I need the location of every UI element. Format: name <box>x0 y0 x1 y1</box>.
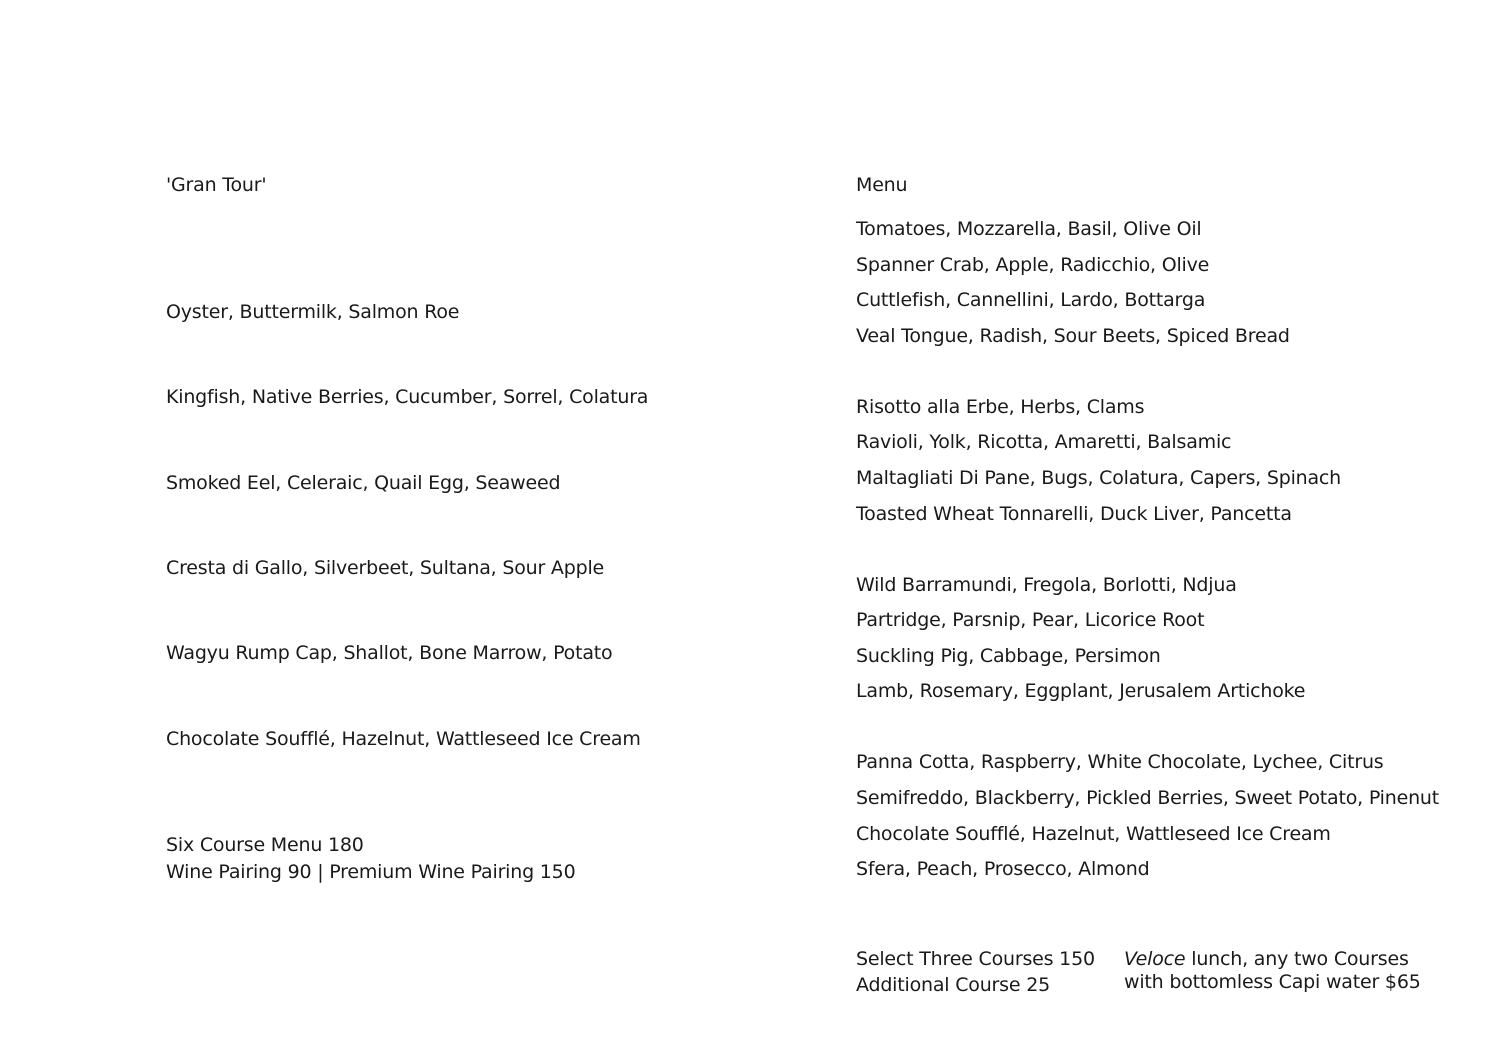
gran-tour-title: 'Gran Tour' <box>166 174 267 196</box>
additional-course-price: Additional Course 25 <box>856 974 1050 996</box>
menu-item: Toasted Wheat Tonnarelli, Duck Liver, Pancetta <box>856 503 1292 525</box>
tasting-course-5: Wagyu Rump Cap, Shallot, Bone Marrow, Potato <box>166 642 613 664</box>
menu-item: Semifreddo, Blackberry, Pickled Berries, Sweet Potato, Pinenut <box>856 787 1440 809</box>
menu-title: Menu <box>856 174 908 196</box>
select-courses-price: Select Three Courses 150 <box>856 948 1095 970</box>
menu-item: Lamb, Rosemary, Eggplant, Jerusalem Artichoke <box>856 680 1306 702</box>
tasting-menu-price: Six Course Menu 180 <box>166 834 364 856</box>
tasting-course-4: Cresta di Gallo, Silverbeet, Sultana, Sour Apple <box>166 557 605 579</box>
menu-item: Maltagliati Di Pane, Bugs, Colatura, Capers, Spinach <box>856 467 1342 489</box>
menu-item: Wild Barramundi, Fregola, Borlotti, Ndjua <box>856 574 1237 596</box>
menu-item: Sfera, Peach, Prosecco, Almond <box>856 858 1150 880</box>
lunch-note-text: lunch, any two Courses <box>1185 948 1409 970</box>
menu-item: Chocolate Soufflé, Hazelnut, Wattleseed Ice Cream <box>856 823 1331 845</box>
menu-item: Veal Tongue, Radish, Sour Beets, Spiced Bread <box>856 325 1290 347</box>
tasting-course-2: Kingfish, Native Berries, Cucumber, Sorrel, Colatura <box>166 386 649 408</box>
wine-pairing-price: Wine Pairing 90 | Premium Wine Pairing 150 <box>166 861 576 883</box>
lunch-note-line1 <box>1124 948 1409 970</box>
tasting-course-6: Chocolate Soufflé, Hazelnut, Wattleseed Ice Cream <box>166 728 641 750</box>
menu-item: Tomatoes, Mozzarella, Basil, Olive Oil <box>856 218 1202 240</box>
menu-item: Panna Cotta, Raspberry, White Chocolate, Lychee, Citrus <box>856 751 1384 773</box>
menu-item: Partridge, Parsnip, Pear, Licorice Root <box>856 609 1205 631</box>
menu-item: Ravioli, Yolk, Ricotta, Amaretti, Balsamic <box>856 431 1232 453</box>
tasting-course-3: Smoked Eel, Celeraic, Quail Egg, Seaweed <box>166 472 561 494</box>
menu-item: Suckling Pig, Cabbage, Persimon <box>856 645 1161 667</box>
menu-item: Cuttlefish, Cannellini, Lardo, Bottarga <box>856 289 1206 311</box>
tasting-course-1: Oyster, Buttermilk, Salmon Roe <box>166 301 460 323</box>
lunch-note-line2: with bottomless Capi water $65 <box>1124 971 1421 993</box>
lunch-note-italic: Veloce <box>1124 948 1186 970</box>
menu-item: Risotto alla Erbe, Herbs, Clams <box>856 396 1145 418</box>
menu-item: Spanner Crab, Apple, Radicchio, Olive <box>856 254 1210 276</box>
